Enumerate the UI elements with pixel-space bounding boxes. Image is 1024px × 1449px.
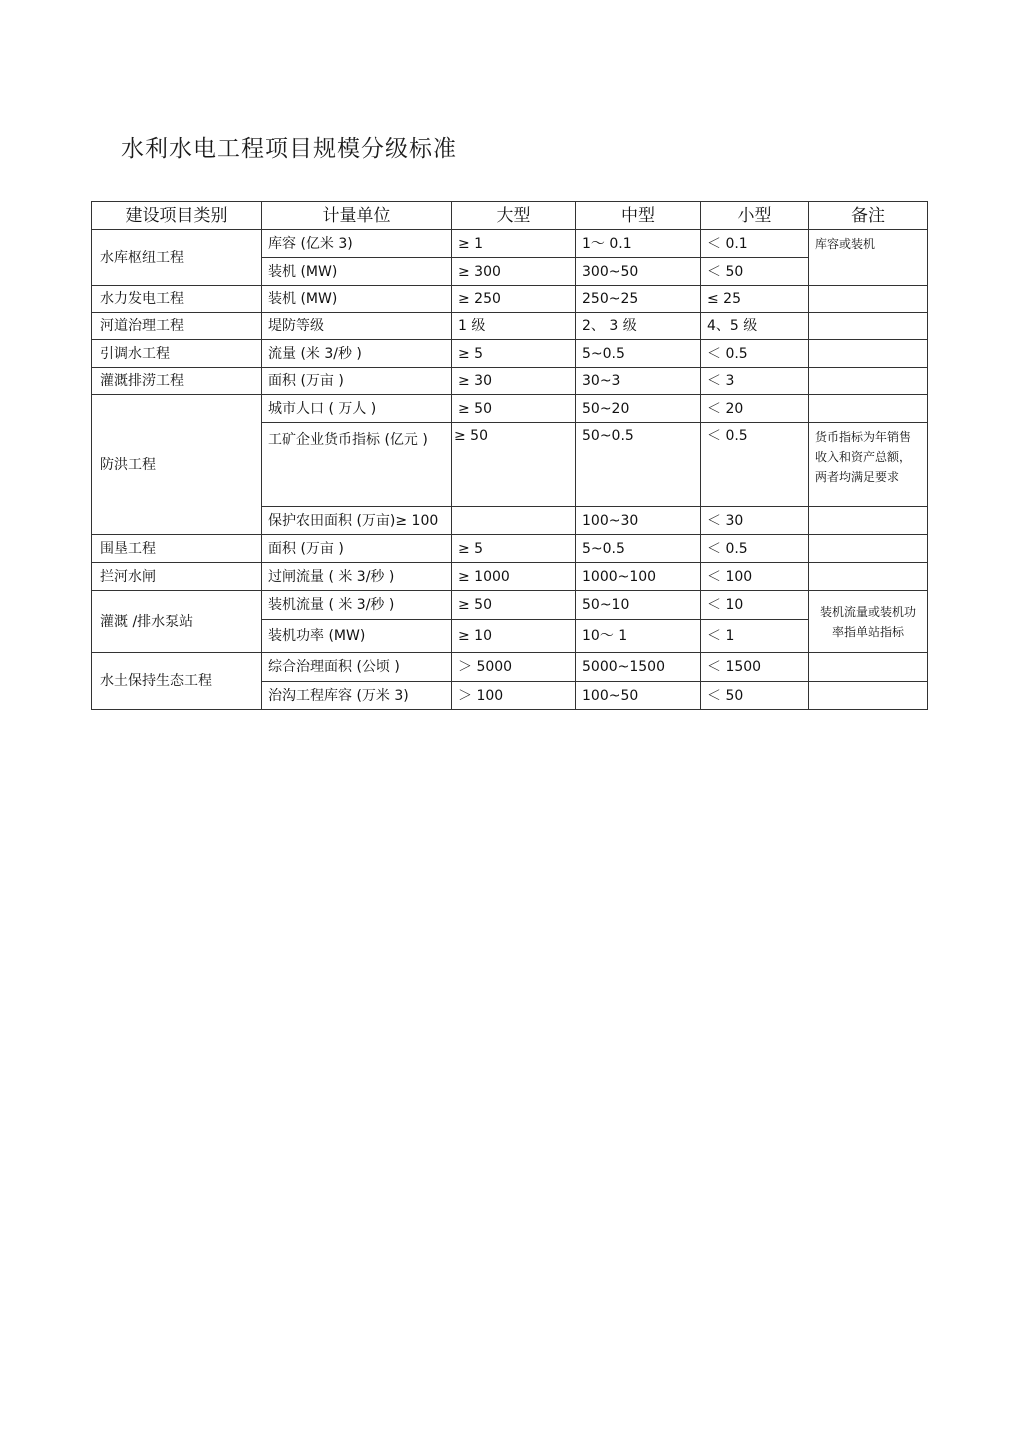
unit-cell: 面积 (万亩 )	[262, 535, 452, 563]
small-cell: ＜ 10	[701, 591, 809, 620]
small-cell: ＜ 50	[701, 682, 809, 710]
category-cell: 水库枢纽工程	[92, 230, 262, 286]
table-row	[92, 653, 928, 682]
medium-cell: 1000~100	[576, 563, 701, 591]
table-row	[92, 563, 928, 591]
large-cell: ≥ 50	[452, 423, 576, 507]
small-cell: ＜ 0.5	[701, 423, 809, 507]
large-cell: ≥ 50	[452, 395, 576, 423]
medium-cell: 5~0.5	[576, 535, 701, 563]
remark-cell	[809, 286, 928, 313]
large-cell: ≥ 5	[452, 340, 576, 368]
small-cell: ＜ 1500	[701, 653, 809, 682]
remark-cell	[809, 395, 928, 423]
remark-cell	[809, 653, 928, 682]
category-cell: 灌溉 /排水泵站	[92, 591, 262, 653]
header-remark: 备注	[809, 202, 928, 230]
small-cell: ＜ 100	[701, 563, 809, 591]
medium-cell: 1～ 0.1	[576, 230, 701, 258]
large-cell: ≥ 30	[452, 368, 576, 395]
category-cell: 水力发电工程	[92, 286, 262, 313]
unit-cell: 装机 (MW)	[262, 286, 452, 313]
large-cell: ≥ 50	[452, 591, 576, 620]
table-row	[92, 230, 928, 258]
medium-cell: 5~0.5	[576, 340, 701, 368]
table-row	[92, 591, 928, 620]
small-cell: ＜ 0.5	[701, 340, 809, 368]
header-large: 大型	[452, 202, 576, 230]
header-medium: 中型	[576, 202, 701, 230]
small-cell: ≤ 25	[701, 286, 809, 313]
category-cell: 引调水工程	[92, 340, 262, 368]
medium-cell: 30~3	[576, 368, 701, 395]
remark-cell: 装机流量或装机功率指单站指标	[809, 591, 928, 653]
remark-cell: 库容或装机	[809, 230, 928, 286]
large-cell: ＞ 100	[452, 682, 576, 710]
small-cell: ＜ 0.1	[701, 230, 809, 258]
unit-cell: 工矿企业货币指标 (亿元 )	[262, 423, 452, 507]
category-cell: 河道治理工程	[92, 313, 262, 340]
small-cell: ＜ 0.5	[701, 535, 809, 563]
medium-cell: 50~10	[576, 591, 701, 620]
large-cell: ≥ 1000	[452, 563, 576, 591]
remark-cell	[809, 340, 928, 368]
scale-classification-table	[91, 201, 928, 710]
small-cell: ＜ 3	[701, 368, 809, 395]
unit-cell: 库容 (亿米 3)	[262, 230, 452, 258]
table-row	[92, 286, 928, 313]
header-category: 建设项目类别	[92, 202, 262, 230]
medium-cell: 50~0.5	[576, 423, 701, 507]
medium-cell: 300~50	[576, 258, 701, 286]
small-cell: ＜ 30	[701, 507, 809, 535]
medium-cell: 250~25	[576, 286, 701, 313]
category-cell: 防洪工程	[92, 395, 262, 535]
table-header-row	[92, 202, 928, 230]
table-row	[92, 395, 928, 423]
large-cell: ≥ 250	[452, 286, 576, 313]
remark-cell	[809, 507, 928, 535]
small-cell: ＜ 20	[701, 395, 809, 423]
unit-cell: 过闸流量 ( 米 3/秒 )	[262, 563, 452, 591]
unit-cell: 治沟工程库容 (万米 3)	[262, 682, 452, 710]
table-row	[92, 340, 928, 368]
unit-cell: 装机功率 (MW)	[262, 620, 452, 653]
category-cell: 灌溉排涝工程	[92, 368, 262, 395]
medium-cell: 100~50	[576, 682, 701, 710]
unit-cell: 面积 (万亩 )	[262, 368, 452, 395]
remark-cell	[809, 368, 928, 395]
table-row	[92, 368, 928, 395]
small-cell: ＜ 1	[701, 620, 809, 653]
remark-cell	[809, 313, 928, 340]
medium-cell: 10～ 1	[576, 620, 701, 653]
unit-cell: 保护农田面积 (万亩)≥ 100	[262, 507, 452, 535]
large-cell: ≥ 5	[452, 535, 576, 563]
header-small: 小型	[701, 202, 809, 230]
table-row	[92, 313, 928, 340]
small-cell: ＜ 50	[701, 258, 809, 286]
large-cell	[452, 507, 576, 535]
category-cell: 拦河水闸	[92, 563, 262, 591]
medium-cell: 50~20	[576, 395, 701, 423]
remark-cell	[809, 682, 928, 710]
page-title: 水利水电工程项目规模分级标准	[121, 136, 457, 162]
category-cell: 水土保持生态工程	[92, 653, 262, 710]
small-cell: 4、5 级	[701, 313, 809, 340]
remark-cell	[809, 535, 928, 563]
medium-cell: 2、 3 级	[576, 313, 701, 340]
large-cell: 1 级	[452, 313, 576, 340]
unit-cell: 城市人口 ( 万人 )	[262, 395, 452, 423]
table-row	[92, 535, 928, 563]
category-cell: 围垦工程	[92, 535, 262, 563]
unit-cell: 流量 (米 3/秒 )	[262, 340, 452, 368]
medium-cell: 5000~1500	[576, 653, 701, 682]
large-cell: ≥ 300	[452, 258, 576, 286]
large-cell: ＞ 5000	[452, 653, 576, 682]
header-unit: 计量单位	[262, 202, 452, 230]
large-cell: ≥ 10	[452, 620, 576, 653]
unit-cell: 综合治理面积 (公顷 )	[262, 653, 452, 682]
unit-cell: 堤防等级	[262, 313, 452, 340]
remark-cell: 货币指标为年销售收入和资产总额，两者均满足要求	[809, 423, 928, 507]
remark-cell	[809, 563, 928, 591]
medium-cell: 100~30	[576, 507, 701, 535]
unit-cell: 装机流量 ( 米 3/秒 )	[262, 591, 452, 620]
large-cell: ≥ 1	[452, 230, 576, 258]
unit-cell: 装机 (MW)	[262, 258, 452, 286]
